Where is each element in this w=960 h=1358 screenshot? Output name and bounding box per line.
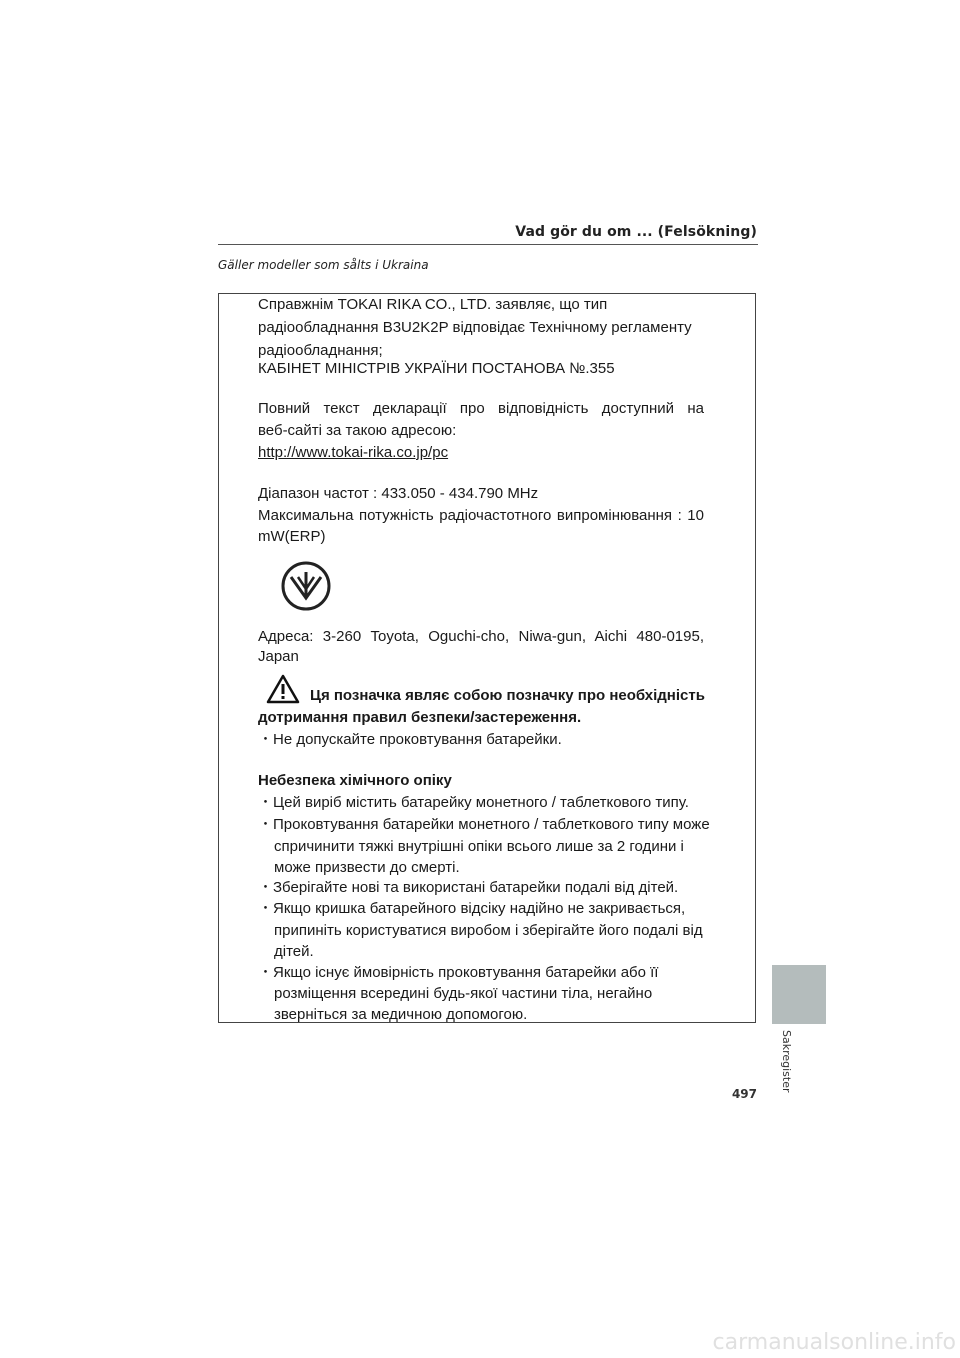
declaration-line: Справжнім TOKAI RIKA CO., LTD. заявляє, що тип bbox=[258, 296, 608, 313]
danger-bullet: ・Цей виріб містить батарейку монетного / таблеткового типу. bbox=[258, 794, 689, 811]
danger-bullet: ・Зберігайте нові та використані батарейки подалі від дітей. bbox=[258, 879, 679, 896]
danger-bullet: ・Якщо кришка батарейного відсіку надійно не закривається, bbox=[258, 900, 686, 917]
fulltext-line: веб-сайті за такою адресою: bbox=[258, 422, 457, 439]
declaration-url-link[interactable]: http://www.tokai-rika.co.jp/pc bbox=[258, 444, 449, 461]
header-divider bbox=[218, 244, 758, 245]
danger-bullet-cont: дітей. bbox=[274, 943, 314, 960]
address-line: Адреса: 3-260 Toyota, Oguchi-cho, Niwa-gun, Aichi 480-0195, bbox=[258, 628, 704, 645]
warning-triangle-icon bbox=[266, 674, 300, 704]
address-line: Japan bbox=[258, 648, 299, 665]
site-watermark: carmanualsonline.info bbox=[712, 1330, 956, 1355]
danger-bullet-cont: може призвести до смерті. bbox=[274, 859, 460, 876]
warning-text: дотримання правил безпеки/застереження. bbox=[258, 709, 582, 726]
fulltext-line: Повний текст декларації про відповідність доступний на bbox=[258, 400, 704, 417]
danger-bullet-cont: спричинити тяжкі внутрішні опіки всього лише за 2 години і bbox=[274, 838, 684, 855]
danger-bullet-cont: зверніться за медичною допомогою. bbox=[274, 1006, 528, 1023]
max-power-line: mW(ERP) bbox=[258, 528, 326, 545]
page-header-title: Vad gör du om ... (Felsökning) bbox=[515, 224, 757, 240]
ukraine-conformity-mark-icon bbox=[280, 560, 332, 612]
danger-bullet-cont: припиніть користуватися виробом і зберігайте його подалі від bbox=[274, 922, 703, 939]
index-side-label: Sakregister bbox=[780, 1030, 793, 1093]
warning-bullet: ・Не допускайте проковтування батарейки. bbox=[258, 731, 562, 748]
warning-text: Ця позначка являє собою позначку про необхідність bbox=[310, 687, 705, 704]
declaration-line: КАБІНЕТ МІНІСТРІВ УКРАЇНИ ПОСТАНОВА №.355 bbox=[258, 360, 615, 377]
page-number: 497 bbox=[731, 1087, 757, 1101]
danger-bullet: ・Проковтування батарейки монетного / таблеткового типу може bbox=[258, 816, 710, 833]
declaration-line: радіообладнання B3U2K2P відповідає Технічному регламенту bbox=[258, 319, 692, 336]
section-subtitle: Gäller modeller som sålts i Ukraina bbox=[218, 258, 429, 272]
declaration-line: радіообладнання; bbox=[258, 342, 383, 359]
danger-heading: Небезпека хімічного опіку bbox=[258, 772, 452, 789]
danger-bullet: ・Якщо існує ймовірність проковтування батарейки або її bbox=[258, 964, 659, 981]
index-side-tab[interactable] bbox=[772, 965, 826, 1024]
frequency-range: Діапазон частот : 433.050 - 434.790 MHz bbox=[258, 485, 539, 502]
max-power-line: Максимальна потужність радіочастотного випромінювання : 10 bbox=[258, 507, 704, 524]
danger-bullet-cont: розміщення всередині будь-якої частини тіла, негайно bbox=[274, 985, 653, 1002]
